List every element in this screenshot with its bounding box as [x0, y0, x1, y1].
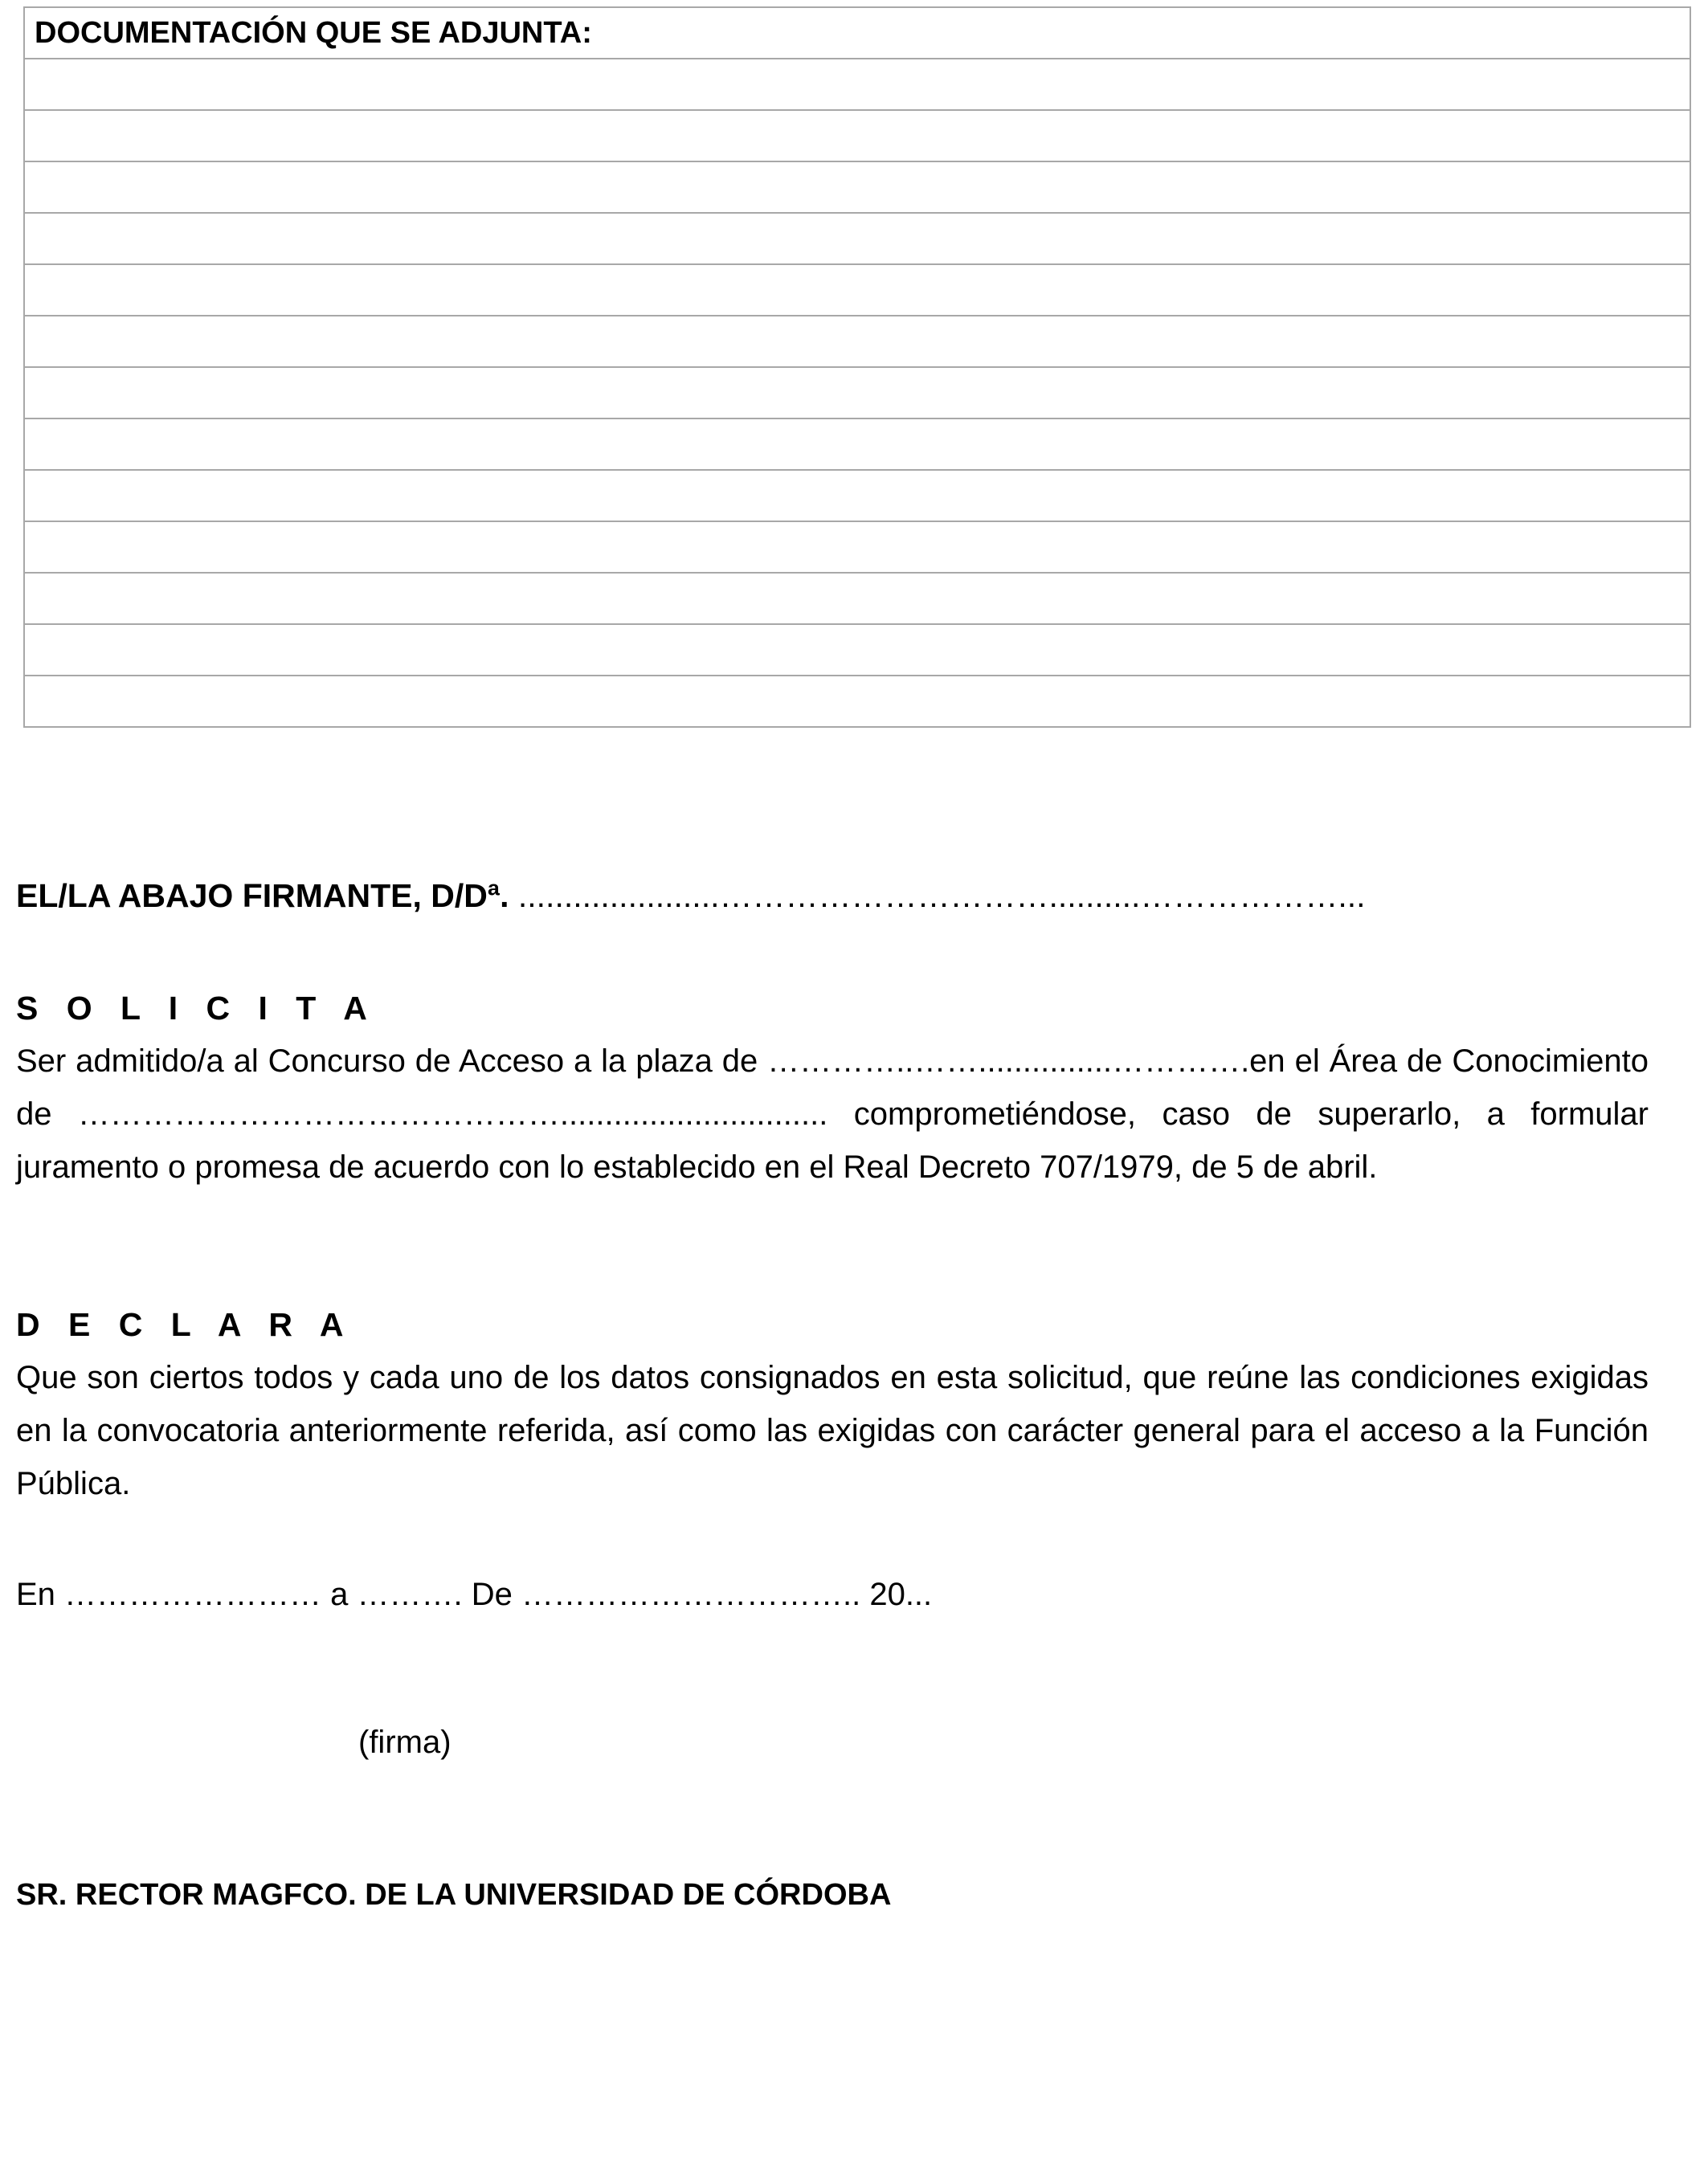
- blank-cell[interactable]: [24, 59, 1690, 110]
- blank-row[interactable]: [24, 367, 1690, 418]
- blank-row[interactable]: [24, 624, 1690, 676]
- blank-cell[interactable]: [24, 624, 1690, 676]
- solicita-paragraph: Ser admitido/a al Concurso de Acceso a la plaza de …………..……...............………….en el Área de Conocimiento de ……………………………………….............................. comprometiéndose, caso de superarlo, a formular juramento o promesa de acuerdo con lo establecido en el Real Decreto 707/1979, de 5 de abril.: [16, 1043, 1649, 1185]
- addressee: SR. RECTOR MAGFCO. DE LA UNIVERSIDAD DE CÓRDOBA: [16, 1878, 892, 1912]
- blank-cell[interactable]: [24, 213, 1690, 264]
- blank-row[interactable]: [24, 59, 1690, 110]
- signer-label: EL/LA ABAJO FIRMANTE, D/Dª.: [16, 877, 509, 914]
- blank-cell[interactable]: [24, 573, 1690, 624]
- attached-documentation-table: [23, 6, 1691, 728]
- blank-row[interactable]: [24, 418, 1690, 470]
- blank-row[interactable]: [24, 573, 1690, 624]
- blank-cell[interactable]: [24, 110, 1690, 161]
- blank-row[interactable]: [24, 316, 1690, 367]
- signer-line: [16, 869, 1649, 922]
- signature-label: (firma): [358, 1725, 452, 1760]
- blank-cell[interactable]: [24, 316, 1690, 367]
- declara-heading: D E C L A R A: [16, 1306, 353, 1343]
- blank-row[interactable]: [24, 213, 1690, 264]
- blank-cell[interactable]: [24, 470, 1690, 521]
- table-header-row: [24, 7, 1690, 59]
- blank-cell[interactable]: [24, 521, 1690, 573]
- blank-row[interactable]: [24, 676, 1690, 727]
- attached-documentation-title: DOCUMENTACIÓN QUE SE ADJUNTA:: [24, 7, 1690, 59]
- declara-paragraph: Que son ciertos todos y cada uno de los datos consignados en esta solicitud, que reúne las condiciones exigidas en la convocatoria anteriormente referida, así como las exigidas con carácter general para el acceso a la Función Pública.: [16, 1360, 1649, 1501]
- blank-row[interactable]: [24, 264, 1690, 316]
- blank-row[interactable]: [24, 521, 1690, 573]
- place-date-line[interactable]: En …………………… a ………. De ………………………….. 20...: [16, 1577, 933, 1612]
- solicita-heading: S O L I C I T A: [16, 990, 377, 1027]
- blank-cell[interactable]: [24, 367, 1690, 418]
- blank-cell[interactable]: [24, 676, 1690, 727]
- blank-row[interactable]: [24, 110, 1690, 161]
- blank-row[interactable]: [24, 161, 1690, 213]
- blank-row[interactable]: [24, 470, 1690, 521]
- blank-cell[interactable]: [24, 161, 1690, 213]
- blank-cell[interactable]: [24, 264, 1690, 316]
- signer-name-field[interactable]: ......................…………………………..........………………...: [517, 877, 1366, 914]
- blank-cell[interactable]: [24, 418, 1690, 470]
